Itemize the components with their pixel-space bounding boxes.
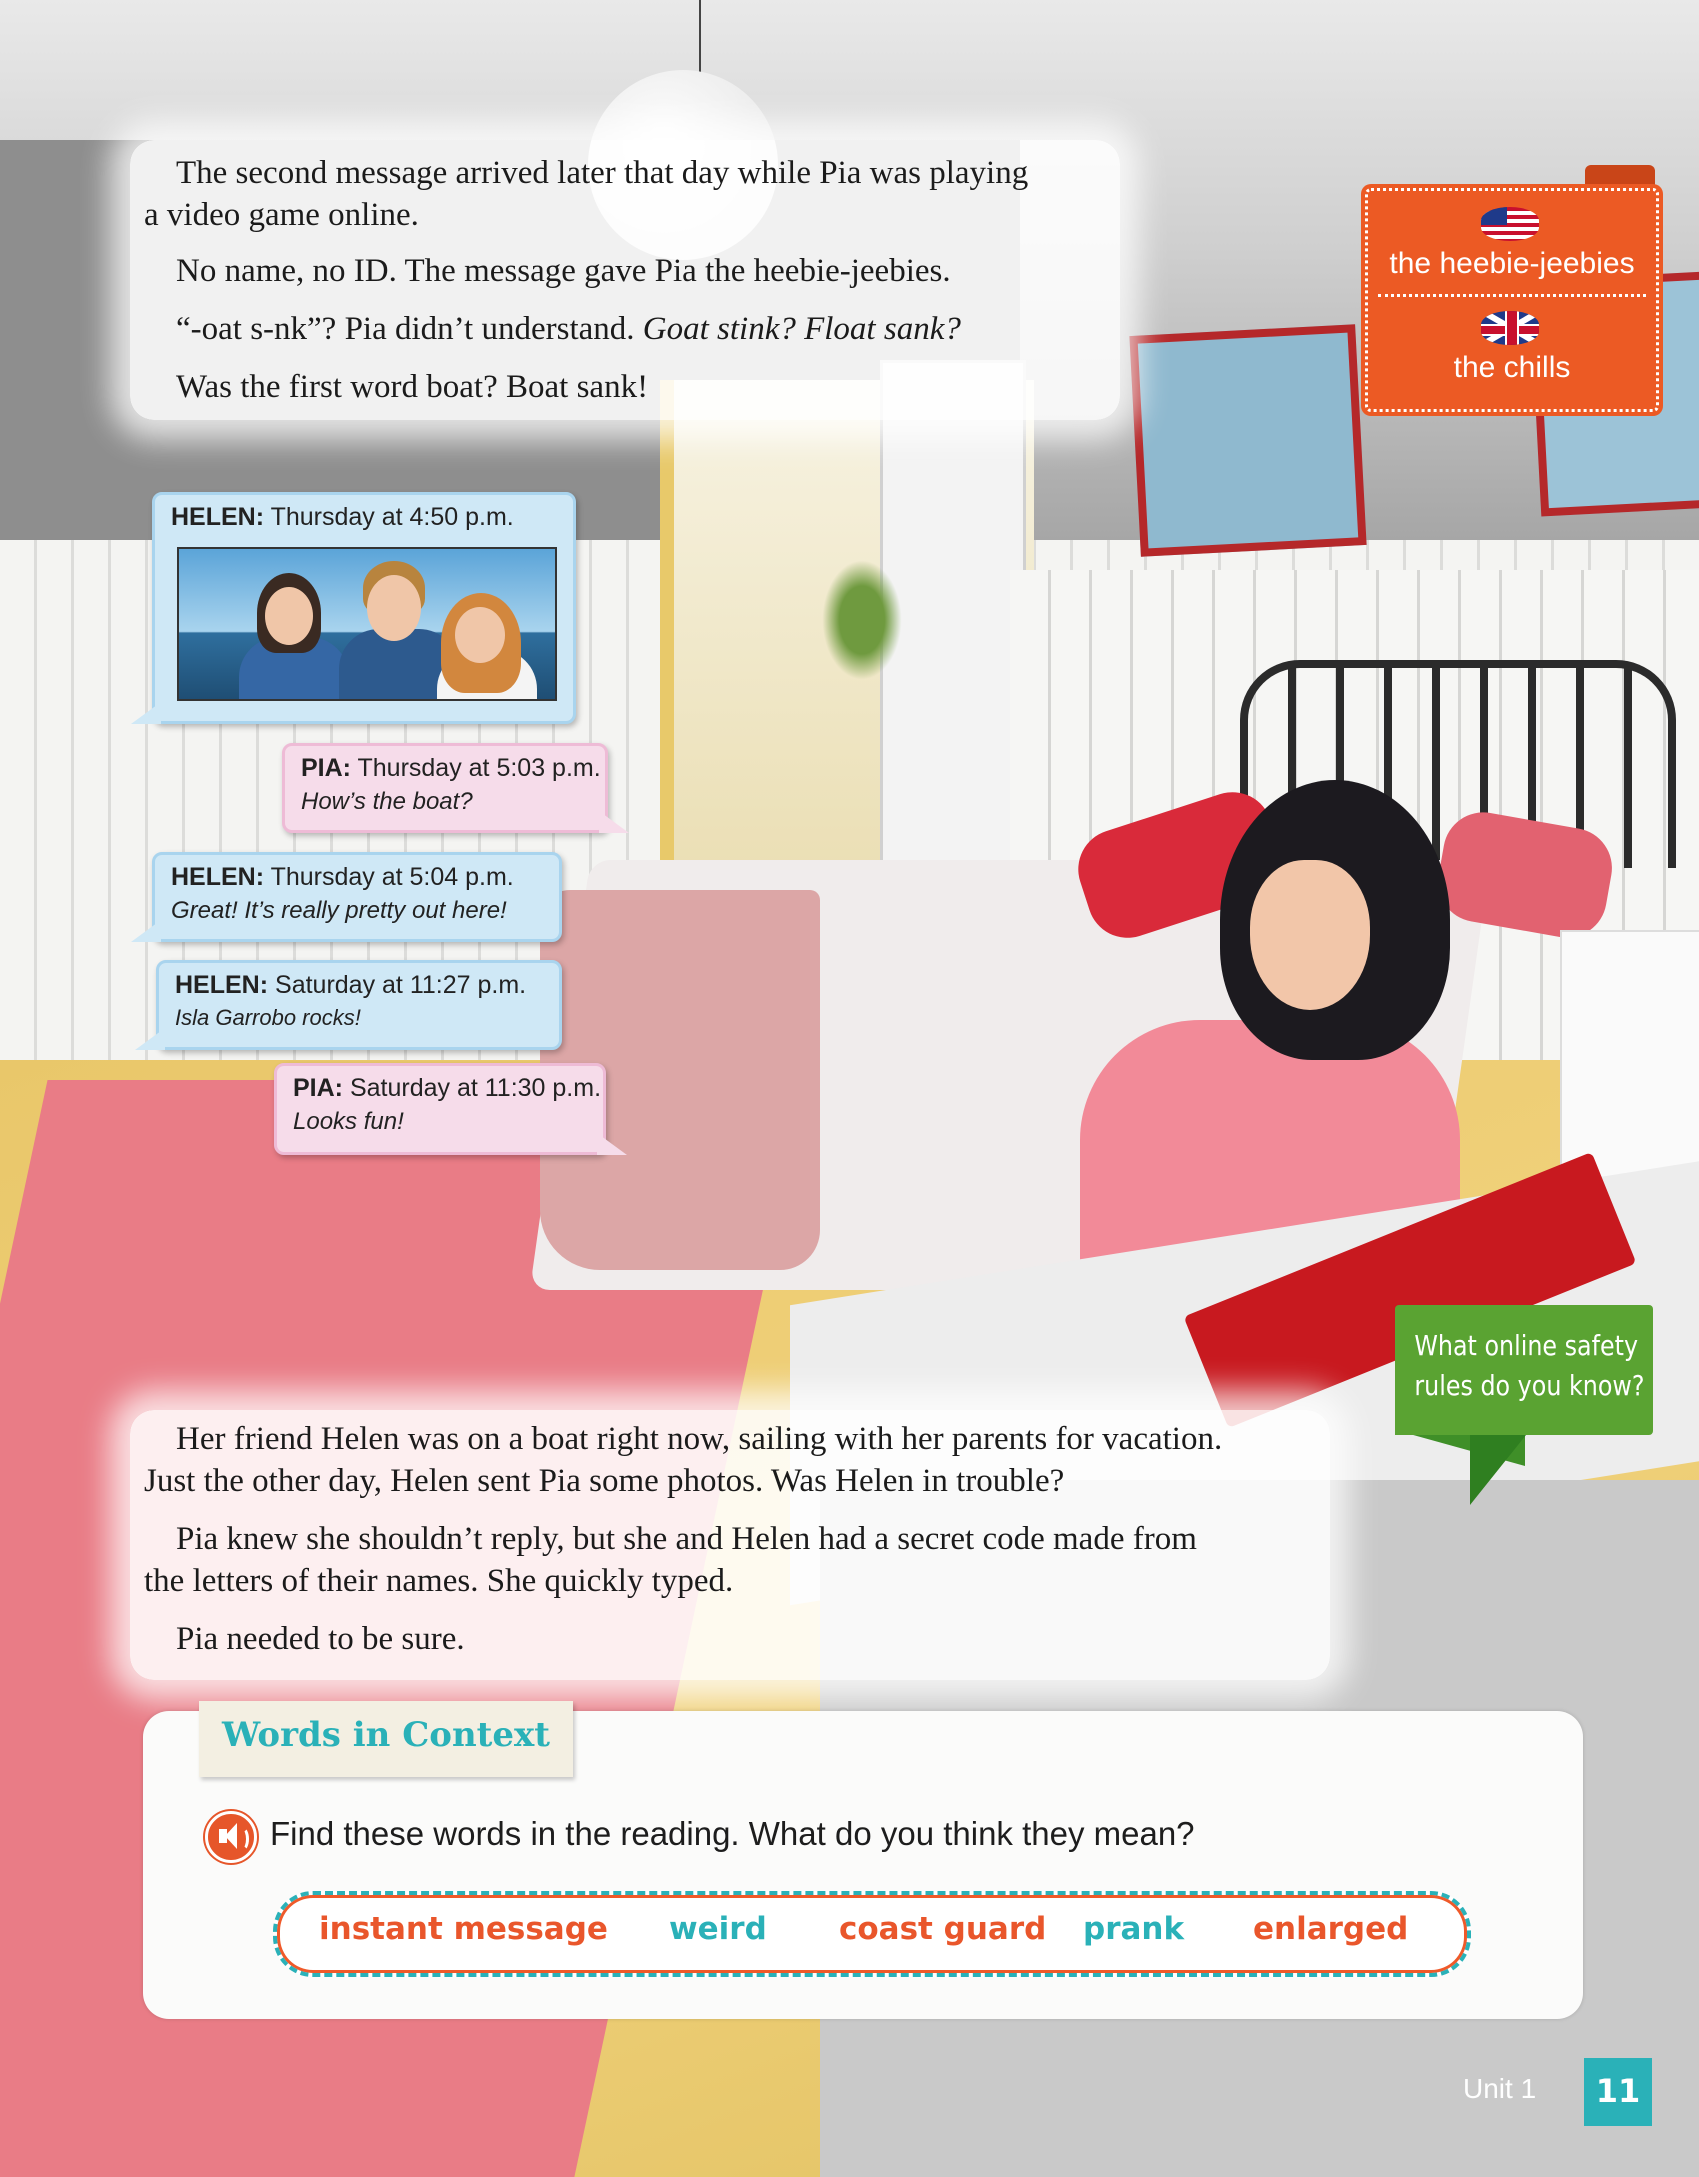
question-tag: [1395, 1305, 1653, 1435]
word-enlarged: enlarged: [1253, 1911, 1409, 1947]
question-tag-fold: [1470, 1430, 1530, 1505]
chat-sender: HELEN:: [175, 971, 269, 999]
story-text-italic: Goat stink? Float sank?: [642, 311, 961, 347]
chat-bubble-pia-1: [282, 743, 608, 833]
question-line: What online safety: [1414, 1329, 1639, 1362]
girl-face: [1250, 860, 1370, 1010]
story-line: Pia needed to be sure.: [176, 1621, 465, 1657]
words-in-context-title: Words in Context: [222, 1715, 550, 1755]
chat-message: Great! It’s really pretty out here!: [171, 897, 507, 924]
chat-bubble-pia-2: [274, 1063, 606, 1155]
story-panel-bottom: [130, 1410, 1330, 1680]
picture-frame: [1129, 324, 1366, 557]
word-prank: prank: [1083, 1911, 1185, 1947]
question-line: rules do you know?: [1414, 1369, 1645, 1402]
story-line: The second message arrived later that day while Pia was playing: [176, 155, 1029, 191]
plant: [822, 560, 902, 680]
chat-time: Saturday at 11:30 p.m.: [349, 1074, 602, 1102]
words-in-context-tab: [199, 1701, 573, 1777]
unit-label: Unit 1: [1463, 2073, 1537, 2104]
chat-time: Saturday at 11:27 p.m.: [275, 971, 527, 999]
bubble-tail: [131, 702, 161, 724]
story-line: Just the other day, Helen sent Pia some photos. Was Helen in trouble?: [144, 1463, 1065, 1499]
chat-sender: HELEN:: [171, 863, 265, 891]
word-weird: weird: [669, 1911, 767, 1947]
bubble-tail: [599, 811, 629, 833]
chat-bubble-helen-3: [156, 960, 562, 1050]
vocab-tag: [1365, 188, 1659, 412]
page-number-box: [1584, 2058, 1652, 2126]
story-line: a video game online.: [144, 197, 419, 233]
photo-person: [367, 575, 421, 641]
word-coast-guard: coast guard: [839, 1911, 1047, 1947]
us-term: the heebie-jeebies: [1389, 247, 1635, 280]
chat-meta: [301, 754, 601, 783]
word-instant-message: instant message: [319, 1911, 608, 1947]
instruction-text: Find these words in the reading. What do you think they mean?: [270, 1815, 1195, 1852]
chat-sender: PIA:: [301, 754, 351, 782]
uk-term: the chills: [1453, 351, 1571, 384]
story-panel-top: [130, 140, 1120, 420]
vocab-divider: [1378, 294, 1646, 297]
chat-time: Thursday at 4:50 p.m.: [270, 503, 514, 531]
photo-person: [455, 607, 505, 663]
chat-time: Thursday at 5:03 p.m.: [357, 754, 601, 782]
story-line: Was the first word boat? Boat sank!: [176, 369, 649, 405]
chat-time: Thursday at 5:04 p.m.: [270, 863, 514, 891]
boat-photo: [177, 547, 557, 701]
chat-message: Isla Garrobo rocks!: [175, 1005, 361, 1030]
words-in-context-box: [143, 1711, 1583, 2019]
story-text: “-oat s-nk”? Pia didn’t understand.: [176, 311, 643, 347]
bubble-tail: [597, 1133, 627, 1155]
bubble-tail: [131, 920, 161, 942]
chat-meta: [171, 863, 514, 892]
chat-sender: PIA:: [293, 1074, 343, 1102]
page-number: 11: [1595, 2072, 1641, 2110]
us-flag-icon: [1481, 207, 1539, 241]
bubble-tail: [135, 1028, 165, 1050]
word-list: [273, 1891, 1471, 1977]
lamp-cord: [699, 0, 701, 72]
photo-person: [265, 587, 313, 645]
chat-message: How’s the boat?: [301, 788, 473, 815]
chat-bubble-helen-1: [152, 492, 576, 724]
story-line: Her friend Helen was on a boat right now, sailing with her parents for vacation.: [176, 1421, 1223, 1457]
chat-meta: [175, 971, 526, 1000]
chat-sender: HELEN:: [171, 503, 265, 531]
chat-meta: [293, 1074, 601, 1103]
chat-meta: [171, 503, 514, 532]
story-line: the letters of their names. She quickly typed.: [144, 1563, 734, 1599]
story-line: No name, no ID. The message gave Pia the heebie-jeebies.: [176, 253, 951, 289]
audio-speaker-icon[interactable]: [205, 1811, 257, 1863]
story-line: [176, 308, 961, 350]
chat-message: Looks fun!: [293, 1108, 404, 1135]
story-line: Pia knew she shouldn’t reply, but she and Helen had a secret code made from: [176, 1521, 1197, 1557]
chat-bubble-helen-2: [152, 852, 562, 942]
uk-flag-icon: [1481, 311, 1539, 345]
